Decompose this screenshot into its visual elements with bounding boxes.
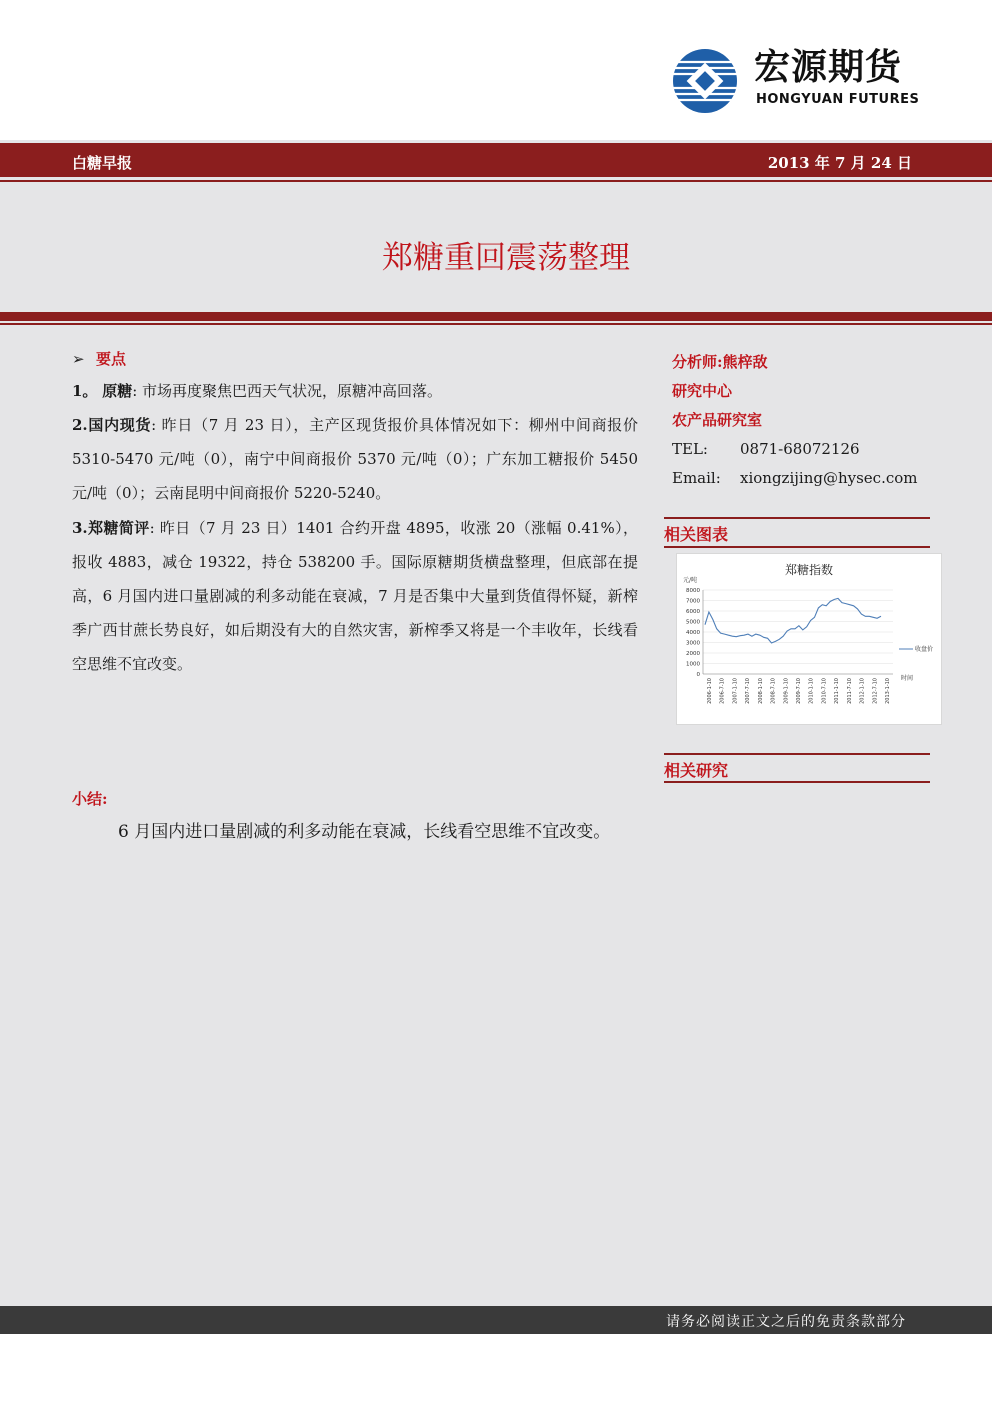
charts-rule-bottom xyxy=(664,546,930,548)
research-dept: 农产品研究室 xyxy=(672,411,763,429)
x-tick-label: 2010-1-10 xyxy=(808,678,815,704)
point-label: 国内现货 xyxy=(87,416,152,434)
x-tick-label: 2012-1-10 xyxy=(859,678,866,704)
arrow-bullet-icon: ➢ xyxy=(72,350,85,368)
point-label: 原糖 xyxy=(102,382,133,400)
email-address[interactable]: xiongzijing@hysec.com xyxy=(740,469,918,487)
charts-rule-top xyxy=(664,517,930,519)
chart-title: 郑糖指数 xyxy=(784,563,834,577)
band-divider xyxy=(0,180,992,182)
y-tick-label: 7000 xyxy=(686,598,700,605)
disclaimer-note: 请务必阅读正文之后的免责条款部分 xyxy=(666,1314,906,1330)
company-logo xyxy=(672,46,922,118)
y-tick-label: 1000 xyxy=(686,661,700,668)
y-tick-label: 4000 xyxy=(686,630,700,636)
report-title: 郑糖重回震荡整理 xyxy=(382,240,630,276)
point-text: : 市场再度聚焦巴西天气状况，原糖冲高回落。 xyxy=(132,382,443,400)
summary-heading: 小结: xyxy=(72,790,108,808)
related-charts-heading: 相关图表 xyxy=(664,525,729,544)
logo-name-cn: 宏源期货 xyxy=(754,47,903,88)
logo-name-en: HONGYUAN FUTURES xyxy=(756,92,920,107)
point-item: 2.国内现货: 昨日（7 月 23 日），主产区现货报价具体情况如下：柳州中间商报价 5310-5470 元/吨（0），南宁中间商报价 5370 元/吨（0）；广东加工糖报价 5450 元/吨（0）；云南昆明中间商报价 5220-5240。 xyxy=(72,416,638,502)
series-line-closing-price xyxy=(705,598,881,643)
x-tick-label: 2006-7-10 xyxy=(719,678,726,704)
y-tick-label: 3000 xyxy=(686,640,700,647)
tel-line: TEL: 0871-68072126 xyxy=(672,440,860,458)
x-tick-label: 2013-1-10 xyxy=(885,678,891,704)
email-line: Email: xiongzijing@hysec.com xyxy=(672,469,918,487)
point-label: 郑糖简评 xyxy=(87,519,150,537)
research-rule-top xyxy=(664,753,930,755)
sugar-index-chart xyxy=(676,553,942,725)
page-header xyxy=(0,0,992,140)
x-tick-label: 2006-1-10 xyxy=(707,678,713,704)
chart-svg xyxy=(677,554,941,724)
logo-emblem-icon xyxy=(672,48,738,114)
title-divider-line xyxy=(0,323,992,325)
y-tick-label: 6000 xyxy=(686,609,700,615)
x-tick-label: 2010-7-10 xyxy=(821,678,828,704)
x-tick-label: 2009-1-10 xyxy=(783,678,790,704)
y-tick-label: 0 xyxy=(696,672,700,678)
report-type: 白糖早报 xyxy=(72,154,133,172)
x-tick-label: 2012-7-10 xyxy=(872,678,879,704)
x-tick-label: 2011-1-10 xyxy=(834,678,841,704)
summary-text: 6 月国内进口量剧减的利多动能在衰减，长线看空思维不宜改变。 xyxy=(118,822,611,842)
y-tick-label: 8000 xyxy=(686,588,700,594)
footer-bar xyxy=(0,1306,992,1334)
analyst-info xyxy=(672,348,932,493)
point-text: : 昨日（7 月 23 日），主产区现货报价具体情况如下：柳州中间商报价 5310-5470 元/吨（0），南宁中间商报价 5370 元/吨（0）；广东加工糖报价 5450 元/吨（0）；云南昆明中间商报价 5220-5240。 xyxy=(72,416,638,502)
research-center: 研究中心 xyxy=(672,382,733,400)
x-tick-label: 2008-7-10 xyxy=(770,678,777,704)
point-item: 1。 原糖: 市场再度聚焦巴西天气状况，原糖冲高回落。 xyxy=(72,382,443,400)
y-tick-label: 5000 xyxy=(686,619,700,626)
point-item: 3.郑糖简评: 昨日（7 月 23 日）1401 合约开盘 4895，收涨 20（涨幅 0.41%），报收 4883，减仓 19322，持仓 538200 手。国际原糖期货横盘整理，但底部在提高，6 月国内进口量剧减的利多动能在衰减，7 月是否集中大量到货值得怀疑，新榨季广西甘蔗长势良好，如后期没有大的自然灾害，新榨季又将是一个丰收年，长线看空思维不宜改变。 xyxy=(72,519,638,673)
x-tick-label: 2008-1-10 xyxy=(757,678,764,704)
key-points xyxy=(72,348,638,681)
x-tick-label: 2007-7-10 xyxy=(745,678,752,704)
tel-number: 0871-68072126 xyxy=(740,440,860,458)
x-axis-label: 时间 xyxy=(901,675,914,682)
y-tick-label: 2000 xyxy=(686,651,700,657)
key-points-heading: ➢ 要点 xyxy=(72,350,127,368)
x-tick-label: 2011-7-10 xyxy=(846,678,853,704)
x-tick-label: 2007-1-10 xyxy=(732,678,739,704)
point-text: : 昨日（7 月 23 日）1401 合约开盘 4895，收涨 20（涨幅 0.41%），报收 4883，减仓 19322，持仓 538200 手。国际原糖期货横盘整理，但底部在提高，6 月国内进口量剧减的利多动能在衰减，7 月是否集中大量到货值得怀疑，新榨季广西甘蔗长势良好，如后期没有大的自然灾害，新榨季又将是一个丰收年，长线看空思维不宜改变。 xyxy=(72,519,638,673)
y-axis-label: 元/吨 xyxy=(683,577,698,584)
analyst-name: 分析师:熊梓敌 xyxy=(672,353,768,371)
research-rule-bottom xyxy=(664,781,930,783)
title-divider xyxy=(0,312,992,321)
x-tick-label: 2009-7-10 xyxy=(796,678,802,704)
related-research-heading: 相关研究 xyxy=(664,761,729,780)
legend-label: 收盘价 xyxy=(915,646,934,653)
report-band xyxy=(0,143,992,177)
report-date: 2013 年 7 月 24 日 xyxy=(767,154,912,172)
